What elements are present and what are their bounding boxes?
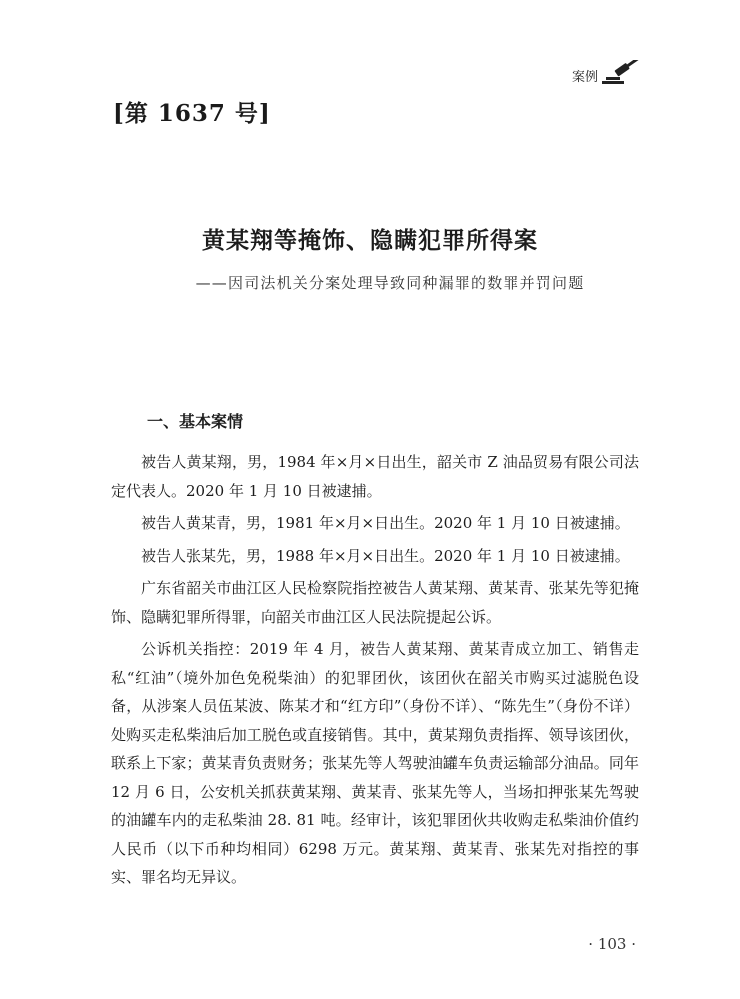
paragraph: 公诉机关指控：2019 年 4 月，被告人黄某翔、黄某青成立加工、销售走私“红油”（境外加色免税柴油）的犯罪团伙，该团伙在韶关市购买过滤脱色设备，从涉案人员伍某波、陈某才和“红方印”（身份不详）、“陈先生”（身份不详）处购买走私柴油后加工脱色或直接销售。其中，黄某翔负责指挥、领导该团伙，联系上下家；黄某青负责财务；张某先等人驾驶油罐车负责运输部分油品。同年 12 月 6 日，公安机关抓获黄某翔、黄某青、张某先等人，当场扣押张某先驾驶的油罐车内的走私柴油 28. 81 吨。经审计，该犯罪团伙共收购走私柴油价值约人民币（以下币种均相同）6298 万元。黄某翔、黄某青、张某先对指控的事实、罪名均无异议。: [111, 640, 639, 886]
paragraph: 被告人黄某翔，男，1984 年×月×日出生，韶关市 Z 油品贸易有限公司法定代表人。2020 年 1 月 10 日被逮捕。: [111, 453, 639, 500]
page-subtitle: ——因司法机关分案处理导致同种漏罪的数罪并罚问题: [195, 274, 585, 292]
case-number: [第 1637 号]: [113, 100, 271, 127]
paragraph: 被告人张某先，男，1988 年×月×日出生。2020 年 1 月 10 日被逮捕。: [141, 546, 630, 565]
page-number: · 103 ·: [588, 935, 636, 953]
body-text: [111, 448, 639, 892]
page-title: 黄某翔等掩饰、隐瞒犯罪所得案: [202, 227, 538, 254]
paragraph: 被告人黄某青，男，1981 年×月×日出生。2020 年 1 月 10 日被逮捕。: [141, 514, 630, 532]
paragraph: 广东省韶关市曲江区人民检察院指控被告人黄某翔、黄某青、张某先等犯掩饰、隐瞒犯罪所得罪，向韶关市曲江区人民法院提起公诉。: [111, 579, 639, 626]
gavel-icon: [600, 60, 644, 86]
header-category: 案例: [571, 70, 598, 85]
section-heading: 一、基本案情: [147, 412, 244, 431]
